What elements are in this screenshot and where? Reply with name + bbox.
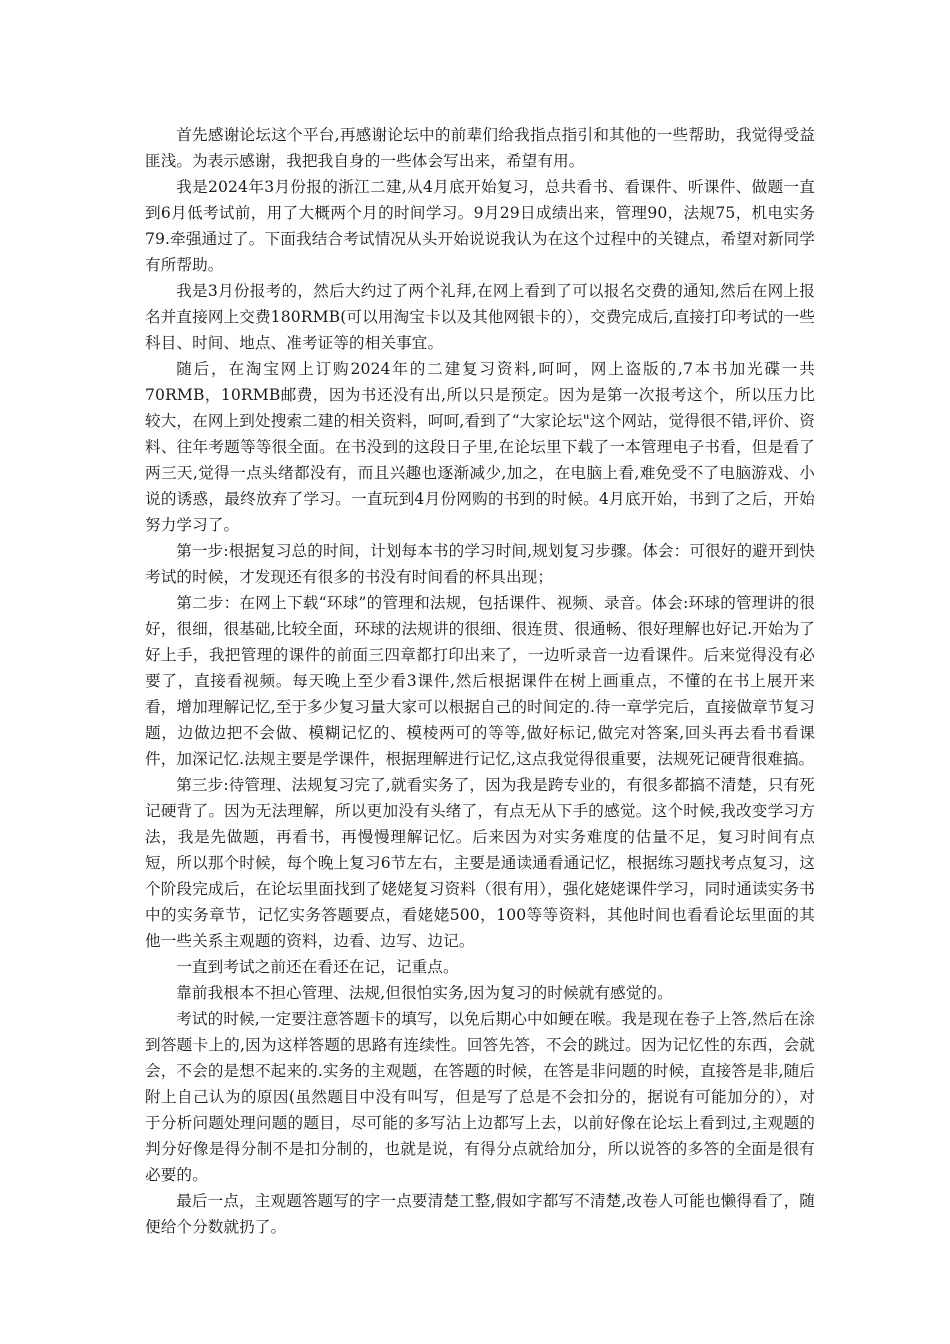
paragraph-final-point: 最后一点，主观题答题写的字一点要清楚工整,假如字都写不清楚,改卷人可能也懒得看了，随便给个分数就扔了。 — [145, 1192, 815, 1236]
paragraph-background: 我是2024年3月份报的浙江二建,从4月底开始复习，总共看书、看课件、听课件、做题一直到6月低考试前，用了大概两个月的时间学习。9月29日成绩出来，管理90，法规75，机电实务79.牵强通过了。下面我结合考试情况从头开始说说我认为在这个过程中的关键点，希望对新同学有所帮助。 — [145, 178, 815, 274]
paragraph-until-exam: 一直到考试之前还在看还在记，记重点。 — [176, 958, 459, 976]
document-body — [145, 122, 815, 1240]
paragraph-step-two: 第二步：在网上下载“环球”的管理和法规，包括课件、视频、录音。体会:环球的管理讲的很好，很细，很基础,比较全面，环球的法规讲的很细、很连贯、很通畅、很好理解也好记.开始为了好上手，我把管理的课件的前面三四章都打印出来了，一边听录音一边看课件。后来觉得没有必要了，直接看视频。每天晚上至少看3课件,然后根据课件在树上画重点，不懂的在书上展开来看，增加理解记忆,至于多少复习量大家可以根据自己的时间定的.待一章学完后，直接做章节复习题，边做边把不会做、模糊记忆的、模棱两可的等等,做好标记,做完对答案,回头再去看书看课件，加深记忆.法规主要是学课件，根据理解进行记忆,这点我觉得很重要，法规死记硬背很难搞。 — [145, 594, 815, 768]
paragraph-materials: 随后，在淘宝网上订购2024年的二建复习资料,呵呵，网上盗版的,7本书加光碟一共70RMB，10RMB邮费，因为书还没有出,所以只是预定。因为是第一次报考这个，所以压力比较大，在网上到处搜索二建的相关资料，呵呵,看到了“大家论坛"这个网站，觉得很不错,评价、资料、往年考题等等很全面。在书没到的这段日子里,在论坛里下载了一本管理电子书看，但是看了两三天,觉得一点头绪都没有，而且兴趣也逐渐减少,加之，在电脑上看,难免受不了电脑游戏、小说的诱惑，最终放弃了学习。一直玩到4月份网购的书到的时候。4月底开始，书到了之后，开始努力学习了。 — [145, 360, 815, 534]
paragraph-registration: 我是3月份报考的，然后大约过了两个礼拜,在网上看到了可以报名交费的通知,然后在网上报名并直接网上交费180RMB(可以用淘宝卡以及其他网银卡的），交费完成后,直接打印考试的一些科目、时间、地点、准考证等的相关事宜。 — [145, 282, 815, 352]
paragraph-worry: 靠前我根本不担心管理、法规,但很怕实务,因为复习的时候就有感觉的。 — [176, 984, 673, 1002]
paragraph-exam-tips: 考试的时候,一定要注意答题卡的填写，以免后期心中如鲠在喉。我是现在卷子上答,然后在涂到答题卡上的,因为这样答题的思路有连续性。回答先答，不会的跳过。因为记忆性的东西，会就会，不会的是想不起来的.实务的主观题，在答题的时候，在答是非问题的时候，直接答是非,随后附上自己认为的原因(虽然题目中没有叫写，但是写了总是不会扣分的，据说有可能加分的），对于分析问题处理问题的题目，尽可能的多写沾上边都写上去，以前好像在论坛上看到过,主观题的判分好像是得分制不是扣分制的，也就是说，有得分点就给加分，所以说答的多答的全面是很有必要的。 — [145, 1010, 815, 1184]
paragraph-step-one: 第一步:根据复习总的时间，计划每本书的学习时间,规划复习步骤。体会：可很好的避开到快考试的时候，才发现还有很多的书没有时间看的杯具出现； — [145, 542, 815, 586]
paragraph-step-three: 第三步:待管理、法规复习完了,就看实务了，因为我是跨专业的，有很多都搞不清楚，只有死记硬背了。因为无法理解，所以更加没有头绪了，有点无从下手的感觉。这个时候,我改变学习方法，我是先做题，再看书，再慢慢理解记忆。后来因为对实务难度的估量不足，复习时间有点短，所以那个时候，每个晚上复习6节左右，主要是通读通看通记忆，根据练习题找考点复习，这个阶段完成后，在论坛里面找到了姥姥复习资料（很有用），强化姥姥课件学习，同时通读实务书中的实务章节，记忆实务答题要点，看姥姥500，100等等资料，其他时间也看看论坛里面的其他一些关系主观题的资料，边看、边写、边记。 — [145, 776, 815, 950]
paragraph-thanks: 首先感谢论坛这个平台,再感谢论坛中的前辈们给我指点指引和其他的一些帮助，我觉得受益匪浅。为表示感谢，我把我自身的一些体会写出来，希望有用。 — [145, 126, 815, 170]
